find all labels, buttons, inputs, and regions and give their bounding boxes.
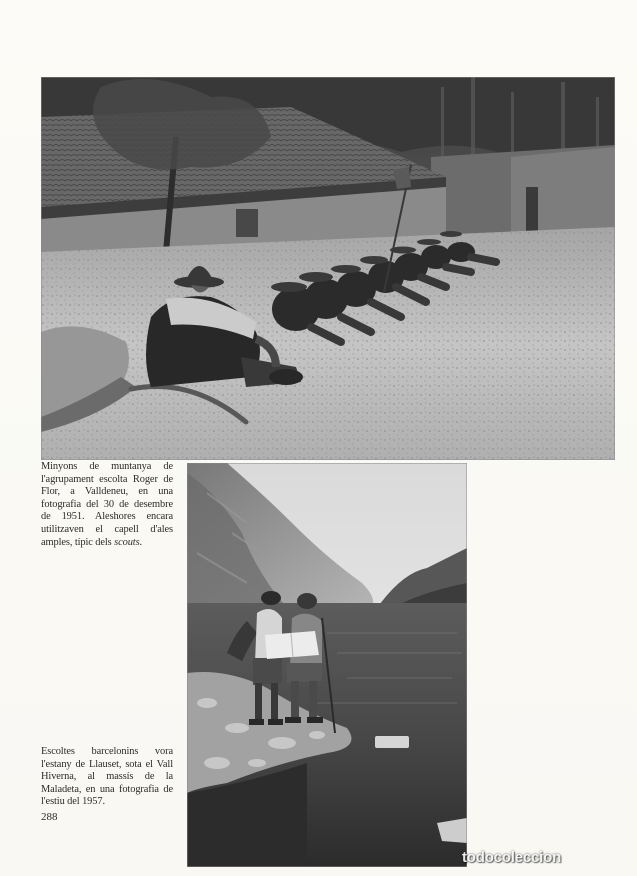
caption-valldeneu: [41, 461, 173, 549]
caption-valldeneu-end: .: [139, 536, 143, 548]
photo-scouts-llauset: [187, 463, 467, 867]
caption-valldeneu-text: Minyons de muntanya de l'agrupament escolta Roger de Flor, a Valldeneu, en una fotografia del 30 de desembre de 1951. Aleshores encara utilitzaven el capell d'ales amples, típic dels: [41, 461, 173, 548]
caption-valldeneu-italic: scouts: [114, 536, 140, 548]
photo-scouts-valldeneu-image: [41, 77, 615, 460]
photo-scouts-llauset-image: [187, 463, 467, 867]
photo-scouts-valldeneu: [41, 77, 615, 460]
caption-llauset: Escoltes barcelonins vora l'estany de Llauset, sota el Vall Hiverna, al massís de la Maladeta, en una fotografia de l'estiu del 1957.: [41, 746, 173, 808]
watermark-logo: todocoleccion: [462, 848, 562, 866]
page-number: 288: [41, 811, 58, 823]
